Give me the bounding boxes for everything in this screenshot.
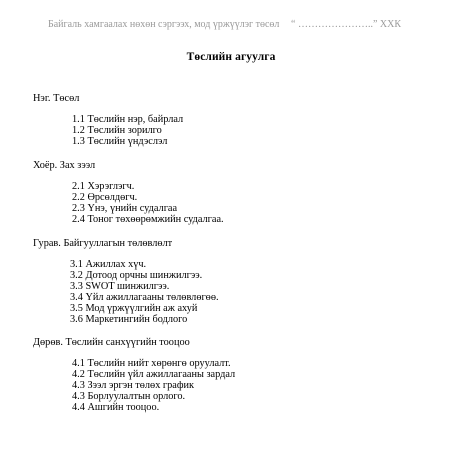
toc-item-3-2: 3.2 Дотоод орчны шинжилгээ.: [70, 270, 203, 281]
toc-item-3-1: 3.1 Ажиллах хүч.: [70, 259, 147, 270]
toc-item-1-1: 1.1 Төслийн нэр, байрлал: [72, 114, 184, 125]
section-heading-4: Дөрөв. Төслийн санхүүгийн тооцоо: [33, 337, 190, 348]
toc-item-3-6: 3.6 Маркетингийн бодлого: [70, 314, 188, 325]
toc-item-4-2: 4.2 Төслийн үйл ажиллагааны зардал: [72, 369, 236, 380]
header-project-title: Байгаль хамгаалах нөхөн сэргээх, мод үржүүлэг төсөл: [48, 19, 280, 30]
toc-item-4-5: 4.4 Ашгийн тооцоо.: [72, 402, 160, 413]
toc-item-2-3: 2.3 Үнэ, үнийн судалгаа: [72, 203, 178, 214]
toc-item-2-2: 2.2 Өрсөлдөгч.: [72, 192, 138, 203]
toc-item-1-3: 1.3 Төслийн үндэслэл: [72, 136, 168, 147]
toc-item-4-4: 4.3 Борлуулалтын орлого.: [72, 391, 186, 402]
toc-item-3-4: 3.4 Үйл ажиллагааны төлөвлөгөө.: [70, 292, 219, 303]
toc-item-3-5: 3.5 Мод үржүүлгийн аж ахуй: [70, 303, 198, 314]
toc-item-4-1: 4.1 Төслийн нийт хөрөнгө оруулалт.: [72, 358, 231, 369]
toc-item-2-1: 2.1 Хэрэглэгч.: [72, 181, 135, 192]
toc-item-1-2: 1.2 Төслийн зорилго: [72, 125, 162, 136]
section-heading-3: Гурав. Байгууллагын төлөвлөлт: [33, 238, 173, 249]
toc-item-3-3: 3.3 SWOT шинжилгээ.: [70, 281, 170, 292]
toc-item-4-3: 4.3 Зээл эргэн төлөх график: [72, 380, 195, 391]
header-company-name: “ …………………..” ХХК: [291, 19, 401, 30]
section-heading-1: Нэг. Төсөл: [33, 93, 80, 104]
section-heading-2: Хоёр. Зах зээл: [33, 160, 96, 171]
document-title: Төслийн агуулга: [186, 51, 276, 63]
toc-item-2-4: 2.4 Тоног төхөөрөмжийн судалгаа.: [72, 214, 224, 225]
